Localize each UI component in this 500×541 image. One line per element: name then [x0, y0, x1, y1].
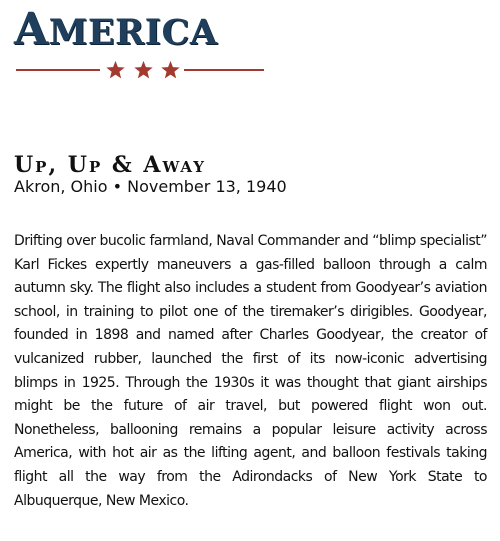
divider-rule-left: [16, 69, 100, 71]
star-icon: [160, 60, 181, 80]
star-group: [105, 60, 181, 80]
logo-initial: A: [14, 4, 49, 55]
star-icon: [133, 60, 154, 80]
article-dateline: Akron, Ohio • November 13, 1940: [14, 177, 287, 196]
star-icon: [105, 60, 126, 80]
article-headline: Up, Up & Away: [14, 152, 206, 178]
masthead: [14, 4, 264, 55]
logo-remainder: MERICA: [48, 12, 218, 53]
article-body: Drifting over bucolic farmland, Naval Commander and “blimp specialist” Karl Fickes expertly maneuvers a gas-filled balloon through a calm autumn sky. The flight also includes a student from Goodyear’s aviation school, in training to pilot one of the tiremaker’s dirigibles. Goodyear, founded in 1898 and named after Charles Goodyear, the creator of vulcanized rubber, launched the first of its now-iconic advertising blimps in 1925. Through the 1930s it was thought that giant airships might be the future of air travel, but powered flight won out. Nonetheless, ballooning remains a popular leisure activity across America, with hot air as the lifting agent, and balloon festivals taking flight all the way from the Adirondacks of New York State to Albuquerque, New Mexico.: [14, 233, 487, 509]
masthead-logo: [14, 4, 264, 55]
star-divider: [14, 60, 264, 80]
divider-rule-right: [184, 69, 264, 71]
